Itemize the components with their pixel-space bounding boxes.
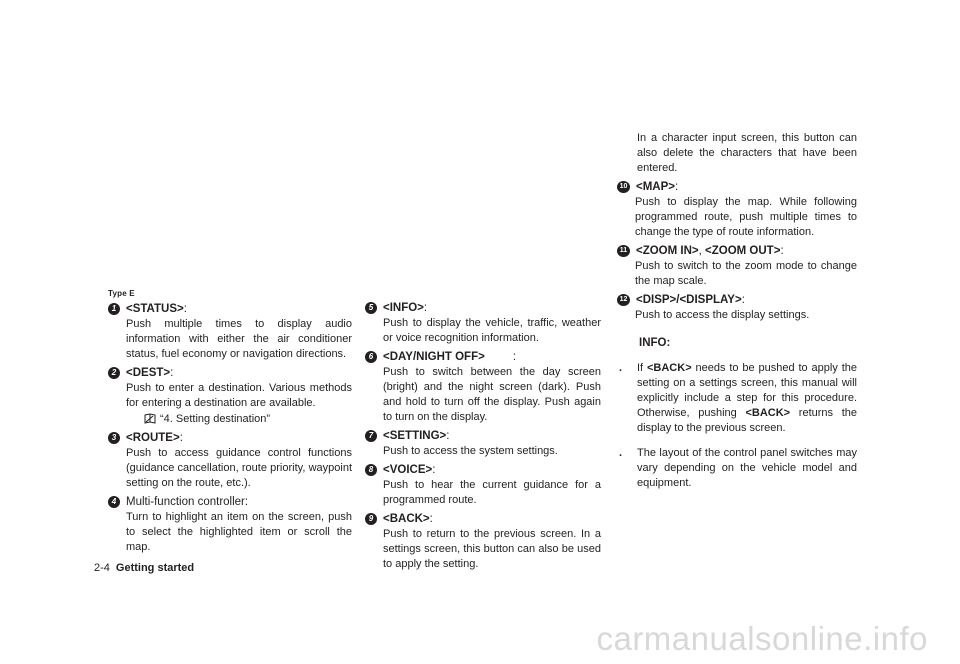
- column-middle: [365, 300, 601, 575]
- item-12: 12 <DISP>/<DISPLAY> : Push to access the display settings.: [617, 292, 857, 323]
- item-1: 1 <STATUS> : Push multiple times to display audio information with either the air conditioner status, fuel economy or navigation directions.: [108, 301, 352, 362]
- item-description: Push to switch between the day screen (bright) and the night screen (dark). Push and hold to turn off the display. Push again to turn on the display.: [383, 366, 601, 423]
- item-description: Push to access the display settings.: [635, 309, 810, 321]
- column-right: [617, 131, 857, 501]
- info-bullet: . The layout of the control panel switches may vary depending on the vehicle model and equipment.: [619, 447, 857, 489]
- cross-reference[interactable]: [108, 411, 352, 427]
- number-badge: 9: [365, 513, 377, 525]
- watermark: carmanualsonline.info: [596, 620, 928, 657]
- type-label: Type E: [108, 289, 135, 298]
- item-label: <DISP>/<DISPLAY>: [636, 294, 742, 306]
- number-badge: 2: [108, 367, 120, 379]
- item-label: <DAY/NIGHT OFF>: [383, 351, 485, 363]
- item-description: Push to hear the current guidance for a programmed route.: [383, 479, 601, 506]
- bullet-mark: .: [619, 362, 623, 374]
- item-label-zoom-out: <ZOOM OUT>: [705, 245, 781, 257]
- item-6: 6 <DAY/NIGHT OFF> : Push to switch between the day screen (bright) and the night screen (dark). Push and hold to turn off the display. Push again to turn on the display.: [365, 349, 601, 425]
- info-heading: INFO:: [639, 337, 671, 349]
- item-label: <SETTING>: [383, 430, 447, 442]
- item-label: <DEST>: [126, 367, 171, 379]
- reference-text: “4. Setting destination”: [160, 413, 271, 425]
- item-description: Push to display the map. While following programmed route, push multiple times to change the type of route information.: [635, 196, 857, 238]
- item-label: <BACK>: [383, 513, 430, 525]
- bullet-mark: .: [619, 447, 623, 459]
- number-badge: 1: [108, 303, 120, 315]
- number-badge: 7: [365, 430, 377, 442]
- item-label: <ROUTE>: [126, 432, 180, 444]
- page-footer: [94, 562, 194, 574]
- item-label-zoom-in: <ZOOM IN>: [636, 245, 699, 257]
- number-badge: 3: [108, 432, 120, 444]
- page-number: 2-4: [94, 562, 110, 574]
- item-description: Push to enter a destination. Various methods for entering a destination are available.: [126, 382, 352, 409]
- number-badge: 5: [365, 302, 377, 314]
- continued-text: In a character input screen, this button can also delete the characters that have been entered.: [637, 132, 857, 174]
- number-badge: 8: [365, 464, 377, 476]
- number-badge: 4: [108, 496, 120, 508]
- item-label: <STATUS>: [126, 303, 184, 315]
- section-title: Getting started: [115, 562, 195, 574]
- item-7: 7 <SETTING> : Push to access the system settings.: [365, 428, 601, 459]
- info-bullet: . If <BACK> needs to be pushed to apply the setting on a settings screen, this manual will explicitly include a step for this procedure. Otherwise, pushing <BACK> returns the display to the previous screen.: [619, 362, 858, 434]
- item-10: 10 <MAP> : Push to display the map. While following programmed route, push multiple times to change the type of route information.: [617, 179, 857, 240]
- item-9: 9 <BACK> : Push to return to the previous screen. In a settings screen, this button can also be used to apply the setting.: [365, 511, 601, 572]
- item-5: 5 <INFO> : Push to display the vehicle, traffic, weather or voice recognition information.: [365, 300, 601, 346]
- item-label: <INFO>: [383, 302, 424, 314]
- item-8: 8 <VOICE> : Push to hear the current guidance for a programmed route.: [365, 462, 601, 508]
- book-reference-icon: [144, 413, 156, 424]
- item-description: Push to access guidance control functions (guidance cancellation, route priority, waypoint setting on the route, etc.).: [126, 447, 352, 489]
- item-description: Push to switch to the zoom mode to change the map scale.: [635, 260, 857, 287]
- number-badge: 12: [617, 294, 630, 306]
- item-4: [108, 494, 352, 555]
- item-description: Turn to highlight an item on the screen, push to select the highlighted item or scroll the map.: [126, 511, 352, 553]
- item-description: Push to return to the previous screen. In a settings screen, this button can also be used to apply the setting.: [383, 528, 601, 570]
- item-label: <MAP>: [636, 181, 675, 193]
- item-11: 11 <ZOOM IN> , <ZOOM OUT> : Push to switch to the zoom mode to change the map scale.: [617, 243, 857, 289]
- number-badge: 6: [365, 351, 377, 363]
- item-description: Push multiple times to display audio information with either the air conditioner status, fuel economy or navigation directions.: [126, 318, 352, 360]
- item-label: <VOICE>: [383, 464, 433, 476]
- item-description: Push to access the system settings.: [383, 445, 558, 457]
- item-3: 3 <ROUTE> : Push to access guidance control functions (guidance cancellation, route priority, waypoint setting on the route, etc.).: [108, 430, 352, 491]
- number-badge: 11: [617, 245, 630, 257]
- item-2: 2 <DEST> : Push to enter a destination. Various methods for entering a destination are available. “4. Setting destination”: [108, 365, 352, 427]
- item-description: Push to display the vehicle, traffic, weather or voice recognition information.: [383, 317, 601, 344]
- column-left: [108, 289, 352, 558]
- number-badge: 10: [617, 181, 630, 193]
- item-label: Multi-function controller:: [126, 496, 249, 508]
